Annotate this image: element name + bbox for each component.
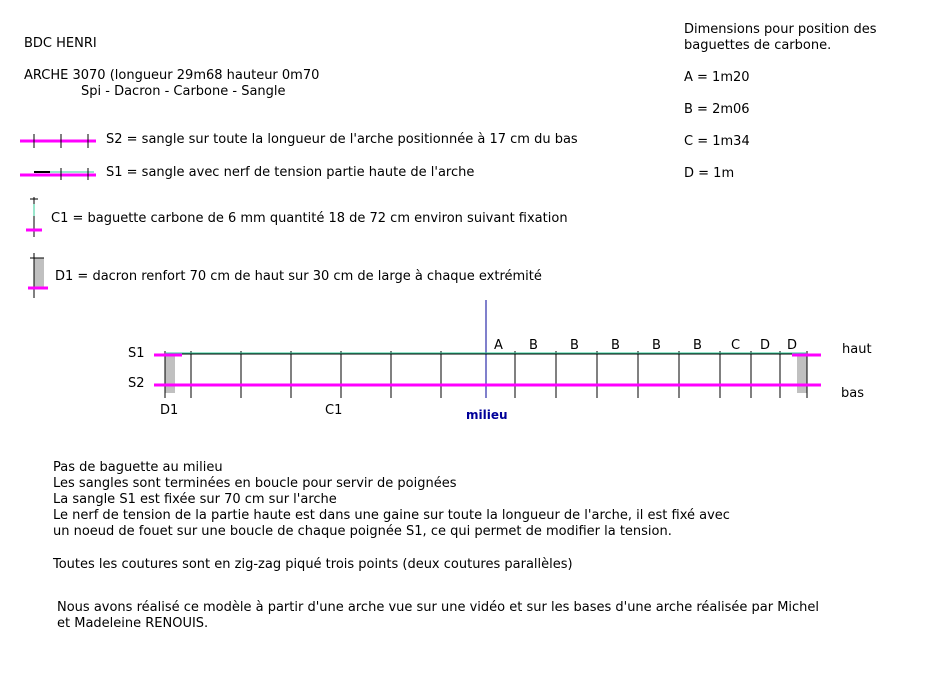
dacron-left [165,355,175,393]
arche-materials: Spi - Dacron - Carbone - Sangle [81,84,286,99]
legend-s2-text: S2 = sangle sur toute la longueur de l'arche positionnée à 17 cm du bas [106,132,578,147]
segment-label-d2: D [787,338,798,353]
note-coutures: Toutes les coutures sont en zig-zag piqué trois points (deux coutures parallèles) [53,557,573,572]
segment-label-b5: B [693,338,702,353]
dimensions-heading-line1: Dimensions pour position des [684,22,877,37]
segment-label-c: C [731,338,741,353]
s1-label: S1 [128,346,145,361]
legend-s1-text: S1 = sangle avec nerf de tension partie haute de l'arche [106,165,475,180]
segment-label-b4: B [652,338,661,353]
dimension-a: A = 1m20 [684,70,750,85]
note-line-3: La sangle S1 est fixée sur 70 cm sur l'arche [53,492,337,507]
segment-label-d1: D [760,338,771,353]
credit-line-1: Nous avons réalisé ce modèle à partir d'une arche vue sur une vidéo et sur les bases d'une arche réalisée par Michel [57,600,820,615]
dimension-d: D = 1m [684,166,735,181]
dimension-b: B = 2m06 [684,102,750,117]
haut-label: haut [842,342,872,357]
s2-label: S2 [128,376,145,391]
legend-d1-text: D1 = dacron renfort 70 cm de haut sur 30 cm de large à chaque extrémité [55,269,542,284]
segment-label-b3: B [611,338,620,353]
c1-label: C1 [325,403,343,418]
note-line-1: Pas de baguette au milieu [53,460,223,475]
segment-label-b2: B [570,338,579,353]
note-line-5: un noeud de fouet sur une boucle de chaque poignée S1, ce qui permet de modifier la tension. [53,524,672,539]
segment-label-b1: B [529,338,538,353]
segment-label-a: A [494,338,503,353]
d1-label: D1 [160,403,179,418]
legend-s1-symbol [20,168,96,180]
legend-c1-text: C1 = baguette carbone de 6 mm quantité 18 de 72 cm environ suivant fixation [51,211,568,226]
legend-d1-symbol [28,253,48,298]
arche-main [128,300,872,422]
note-line-2: Les sangles sont terminées en boucle pour servir de poignées [53,476,457,491]
title: BDC HENRI [24,36,97,51]
legend-c1-symbol [26,197,42,237]
bas-label: bas [841,386,864,401]
legend-s2-symbol [20,134,96,148]
credit-line-2: et Madeleine RENOUIS. [57,616,209,631]
milieu-label: milieu [466,408,508,422]
dimensions-heading-line2: baguettes de carbone. [684,38,832,53]
arche-title: ARCHE 3070 (longueur 29m68 hauteur 0m70 [24,68,320,83]
dimension-c: C = 1m34 [684,134,750,149]
note-line-4: Le nerf de tension de la partie haute est dans une gaine sur toute la longueur de l'arche, il est fixé avec [53,508,730,523]
dacron-right [797,355,807,393]
